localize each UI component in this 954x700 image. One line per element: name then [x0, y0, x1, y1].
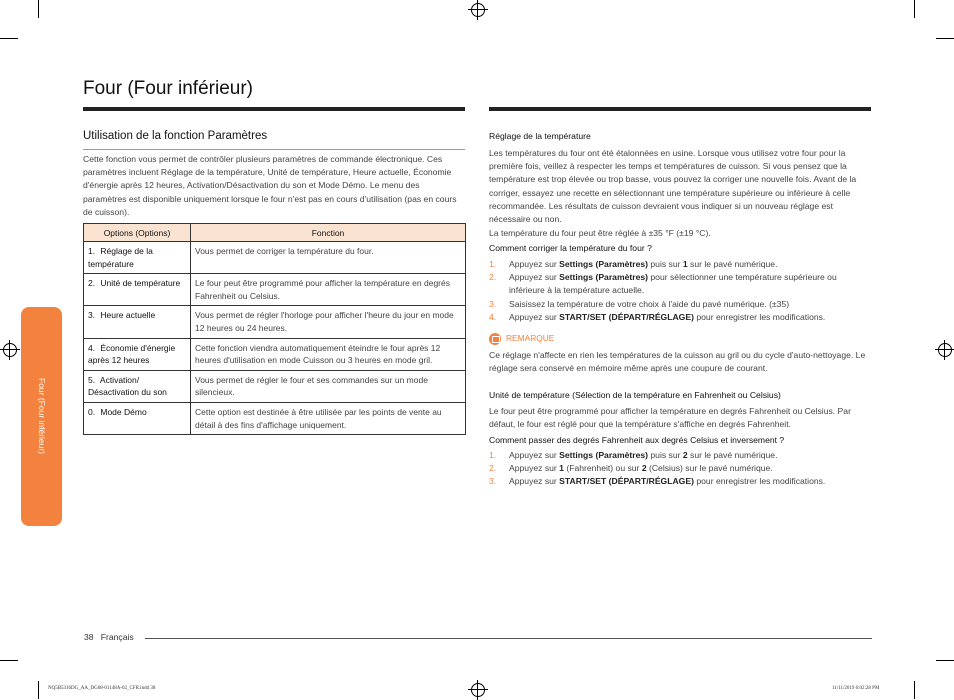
- unit-steps: [489, 449, 873, 489]
- unit-how: Comment passer des degrés Fahrenheit aux degrés Celsius et inversement ?: [489, 435, 785, 445]
- option-label: Économie d'énergie après 12 heures: [88, 342, 176, 366]
- file-slug: NQ5B5316DG_AA_DG68-01148A-02_CFR.indd 38: [48, 686, 156, 691]
- temp-how: Comment corriger la température du four ?: [489, 243, 652, 253]
- temp-range: La température du four peut être réglée à ±35 °F (±19 °C).: [489, 228, 711, 238]
- list-item: [489, 311, 873, 324]
- step-text: Appuyez sur: [509, 450, 560, 460]
- option-cell: [84, 242, 191, 274]
- crop-mark: [38, 0, 39, 18]
- step-text: Appuyez sur: [509, 476, 560, 487]
- table-row: [84, 402, 466, 434]
- option-number: 0.: [88, 406, 96, 417]
- option-number: 4.: [88, 342, 96, 353]
- option-cell: [84, 370, 191, 402]
- options-table: [83, 223, 466, 435]
- step-text: pour sélectionner une température supérieure ou inférieure à la température actuelle.: [509, 272, 837, 296]
- registration-mark-icon: [471, 683, 485, 697]
- print-date: 11/11/2019 6:02:28 PM: [832, 686, 880, 691]
- step-key: START/SET (DÉPART/RÉGLAGE): [559, 311, 694, 322]
- step-number: 1.: [489, 259, 497, 269]
- step-number: 1.: [489, 450, 497, 460]
- column-header-function: Fonction: [191, 224, 466, 242]
- note-text: Ce réglage n'affecte en rien les températures de la cuisson au gril ou du cycle d'auto-nettoyage. Le réglage sera conservé en mémoire même après une coupure de courant.: [489, 350, 866, 374]
- step-number: 3.: [489, 476, 497, 487]
- option-label: Heure actuelle: [100, 310, 156, 321]
- function-cell: Vous permet de régler l'horloge pour afficher l'heure du jour en mode 12 heures ou 24 heures.: [191, 306, 466, 338]
- table-row: [84, 306, 466, 338]
- section-rule: [83, 149, 465, 150]
- table-row: [84, 274, 466, 306]
- table-header-row: [84, 224, 466, 242]
- unit-paragraph: Le four peut être programmé pour afficher la température en degrés Fahrenheit ou Celsius. Par défaut, le four est réglé pour que la température s'affiche en degrés Fahrenheit.: [489, 406, 851, 430]
- note-label: REMARQUE: [506, 333, 555, 343]
- step-text: Saisissez la température de votre choix à l'aide du pavé numérique. (±35): [509, 298, 790, 309]
- section-heading: Utilisation de la fonction Paramètres: [83, 130, 268, 142]
- function-cell: Vous permet de régler le four et ses commandes sur un mode silencieux.: [191, 370, 466, 402]
- function-cell: Vous permet de corriger la température du four.: [191, 242, 466, 274]
- crop-mark: [38, 681, 39, 699]
- step-key: Settings (Paramètres): [559, 272, 649, 283]
- step-key: START/SET (DÉPART/RÉGLAGE): [559, 476, 694, 487]
- list-item: [489, 258, 873, 271]
- temp-steps: [489, 258, 873, 324]
- registration-mark-icon: [938, 343, 952, 357]
- step-key: 1: [559, 463, 564, 474]
- list-item: [489, 475, 873, 488]
- function-cell: Cette option est destinée à être utilisée par les points de vente au détail à des fins d'affichage uniquement.: [191, 402, 466, 434]
- option-label: Mode Démo: [100, 406, 147, 417]
- step-key: 1: [682, 259, 688, 269]
- option-cell: [84, 338, 191, 370]
- crop-mark: [936, 660, 954, 661]
- page-title: Four (Four inférieur): [83, 78, 253, 99]
- page-number-value: 38: [84, 632, 94, 642]
- step-text: (Fahrenheit) ou sur: [563, 463, 642, 474]
- column-header-options: Options (Options): [84, 224, 191, 242]
- step-key: Settings (Paramètres): [559, 450, 649, 460]
- step-text: pour enregistrer les modifications.: [693, 311, 826, 322]
- list-item: [489, 271, 873, 297]
- step-text: Appuyez sur: [509, 272, 560, 283]
- registration-mark-icon: [471, 3, 485, 17]
- crop-mark: [936, 38, 954, 39]
- registration-mark-icon: [3, 343, 17, 357]
- step-text: (Celsius) sur le pavé numérique.: [646, 463, 773, 474]
- step-number: 2.: [489, 272, 497, 283]
- function-cell: Le four peut être programmé pour afficher la température en degrés Fahrenheit ou Celsius.: [191, 274, 466, 306]
- crop-mark: [0, 660, 18, 661]
- option-number: 2.: [88, 278, 96, 289]
- step-text: sur le pavé numérique.: [687, 259, 778, 269]
- option-cell: [84, 402, 191, 434]
- option-number: 1.: [88, 246, 96, 256]
- step-key: 2: [641, 463, 647, 474]
- option-cell: [84, 274, 191, 306]
- intro-paragraph: Cette fonction vous permet de contrôler plusieurs paramètres de commande électronique. Ces paramètres incluent Réglage de la température, Unité de température, Heure actuelle, Économie d'énergie après 12 heures, Activation/Désactivation du son et Mode Démo. Le menu des paramètres est disponible uniquement lorsque le four n'est pas en cours d'utilisation (pas en cours de cuisson).: [83, 154, 457, 217]
- crop-mark: [914, 681, 915, 699]
- step-text: puis sur: [648, 259, 683, 269]
- table-row: [84, 370, 466, 402]
- step-text: puis sur: [648, 450, 683, 460]
- option-number: 3.: [88, 310, 96, 321]
- function-cell: Cette fonction viendra automatiquement éteindre le four après 12 heures d'utilisation en mode Cuisson ou 3 heures en mode gril.: [191, 338, 466, 370]
- list-item: [489, 449, 873, 462]
- unit-heading: Unité de température (Sélection de la température en Fahrenheit ou Celsius): [489, 390, 781, 400]
- option-number: 5.: [88, 374, 96, 385]
- temp-paragraph: Les températures du four ont été étalonnées en usine. Lorsque vous utilisez votre four pour la première fois, veillez à respecter les temps et températures de cuisson. Si vous pensez que la température est trop élevée ou trop basse, vous pouvez la corriger une nouvelle fois. Avant de la corriger, essayez une recette en sélectionnant une température supérieure ou inférieure à celle recommandée. Les résultats de cuisson devraient vous indiquer si un nouveau réglage est nécessaire ou non.: [489, 148, 857, 225]
- list-item: [489, 298, 873, 311]
- option-label: Unité de température: [100, 278, 181, 289]
- footer-rule: [145, 638, 872, 639]
- step-text: Appuyez sur: [509, 311, 560, 322]
- step-text: Appuyez sur: [509, 463, 560, 474]
- title-rule: [489, 107, 871, 111]
- option-cell: [84, 306, 191, 338]
- table-row: [84, 242, 466, 274]
- step-text: pour enregistrer les modifications.: [693, 476, 826, 487]
- side-tab-label: Four (Four inférieur): [37, 378, 47, 455]
- option-label: Réglage de la température: [88, 246, 153, 269]
- step-key: Settings (Paramètres): [559, 259, 649, 269]
- list-item: [489, 462, 873, 475]
- page-number: [84, 632, 134, 642]
- step-text: Appuyez sur: [509, 259, 560, 269]
- step-key: 2: [682, 450, 688, 460]
- step-text: sur le pavé numérique.: [687, 450, 778, 460]
- step-number: 3.: [489, 298, 497, 309]
- step-number: 4.: [489, 311, 497, 322]
- note-icon: [489, 333, 501, 345]
- step-number: 2.: [489, 463, 497, 474]
- title-rule: [83, 107, 465, 111]
- table-row: [84, 338, 466, 370]
- crop-mark: [0, 38, 18, 39]
- option-label: Activation/ Désactivation du son: [88, 374, 167, 398]
- temp-heading: Réglage de la température: [489, 131, 591, 141]
- page-language: Français: [100, 632, 134, 642]
- crop-mark: [914, 0, 915, 18]
